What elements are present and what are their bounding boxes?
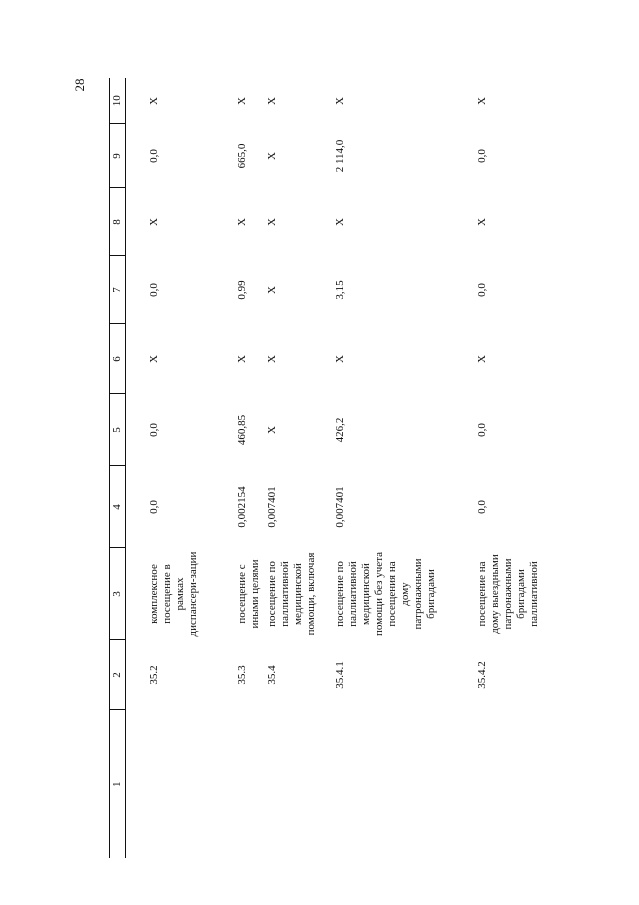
cell-col10: X: [334, 97, 346, 105]
cell-col5: 0,0: [148, 423, 160, 437]
table-row: [318, 78, 438, 858]
cell-col1: [318, 710, 438, 858]
cell-col7: X: [266, 286, 278, 294]
rotated-table-container: [109, 78, 540, 858]
cell-col5: X: [266, 426, 278, 434]
cell-col5: 426,2: [334, 417, 346, 443]
cell-col8: X: [236, 218, 248, 226]
cell-col7: 0,0: [148, 283, 160, 297]
table-header-row: [110, 78, 126, 858]
data-table: [109, 78, 541, 858]
cell-name: комплексное посещение в рамках диспансери-зации: [148, 551, 199, 637]
cell-name: посещение с иными целями: [236, 559, 261, 629]
cell-col1: [262, 710, 318, 858]
cell-col4: 0,002154: [236, 486, 248, 528]
header-cell: 3: [110, 548, 126, 640]
cell-col10: X: [266, 97, 278, 105]
cell-col4: 0,0: [148, 500, 160, 514]
cell-col9: 0,0: [148, 149, 160, 163]
cell-col9: 2 114,0: [334, 139, 346, 173]
cell-col7: 0,0: [476, 283, 488, 297]
cell-col8: X: [148, 218, 160, 226]
table-row: [200, 78, 262, 858]
table-row: [438, 78, 541, 858]
header-cell: 8: [110, 188, 126, 256]
header-cell: 7: [110, 256, 126, 324]
cell-col10: X: [148, 97, 160, 105]
cell-code: 35.4: [266, 665, 278, 685]
cell-col5: 460,85: [236, 414, 248, 446]
cell-col6: X: [266, 355, 278, 363]
header-cell: 1: [110, 710, 126, 858]
header-cell: 5: [110, 394, 126, 466]
table-row: [262, 78, 318, 858]
cell-name: посещение по паллиативной медицинской помощи без учета посещения на дому патронажными бригадами: [334, 551, 437, 637]
cell-col9: X: [266, 152, 278, 160]
cell-col8: X: [266, 218, 278, 226]
cell-col8: X: [476, 218, 488, 226]
header-cell: 4: [110, 466, 126, 548]
cell-col10: X: [236, 97, 248, 105]
header-cell: 10: [110, 78, 126, 124]
cell-col6: X: [476, 355, 488, 363]
cell-col6: X: [236, 355, 248, 363]
cell-col5: 0,0: [476, 423, 488, 437]
cell-col1: [126, 710, 201, 858]
page-number: 28: [72, 78, 87, 92]
cell-col6: X: [334, 355, 346, 363]
cell-col1: [200, 710, 262, 858]
cell-col10: X: [476, 97, 488, 105]
header-cell: 2: [110, 640, 126, 710]
header-cell: 9: [110, 124, 126, 188]
cell-col9: 665,0: [236, 143, 248, 169]
header-cell: 6: [110, 324, 126, 394]
cell-col7: 3,15: [334, 280, 346, 300]
cell-name: посещение на дому выездными патронажными бригадами паллиативной: [476, 554, 540, 634]
cell-code: 35.3: [236, 665, 248, 685]
cell-name: посещение по паллиативной медицинской помощи, включая: [266, 552, 317, 636]
table-row: [126, 78, 201, 858]
cell-code: 35.2: [148, 665, 160, 685]
cell-col7: 0,99: [236, 280, 248, 300]
cell-col8: X: [334, 218, 346, 226]
cell-col6: X: [148, 355, 160, 363]
cell-col9: 0,0: [476, 149, 488, 163]
cell-col4: 0,007401: [266, 486, 278, 528]
cell-col1: [438, 710, 541, 858]
cell-code: 35.4.2: [476, 661, 488, 689]
cell-code: 35.4.1: [334, 661, 346, 689]
cell-col4: 0,0: [476, 500, 488, 514]
cell-col4: 0,007401: [334, 486, 346, 528]
